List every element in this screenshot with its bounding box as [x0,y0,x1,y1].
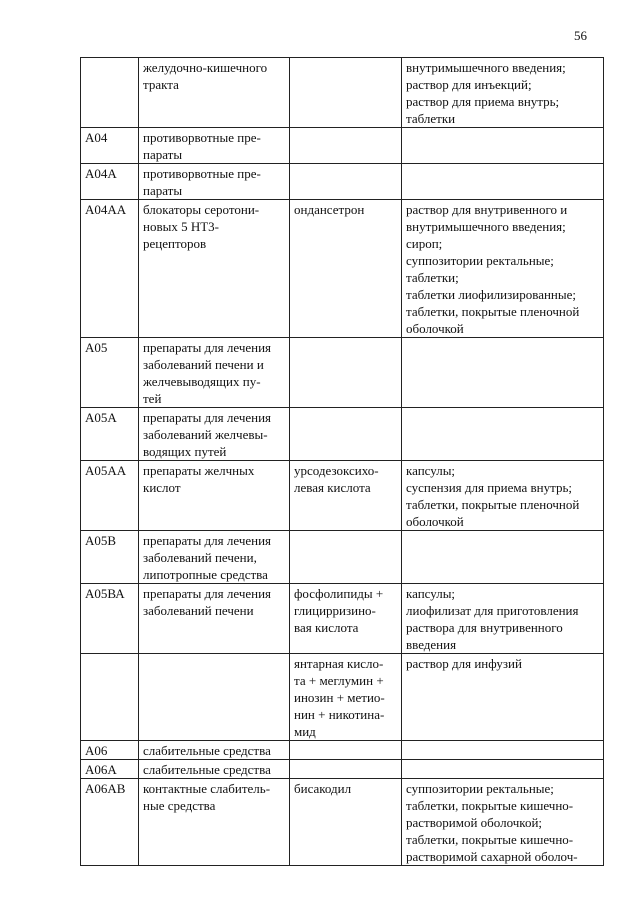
drug-name-cell [290,338,402,408]
dosage-form-cell [402,760,604,779]
dosage-form-cell: капсулы; лиофилизат для приготовления раствора для внутривенного введения [402,584,604,654]
pharmacological-group-cell: препараты для лечения заболеваний печени [139,584,290,654]
table-row [81,760,604,779]
table-body [81,58,604,866]
table-row [81,779,604,866]
atc-code-cell: А04АА [81,200,139,338]
drug-name-cell: ондансетрон [290,200,402,338]
page-number: 56 [574,28,587,43]
table-row [81,200,604,338]
atc-code-cell: А05АА [81,461,139,531]
drug-name-cell: бисакодил [290,779,402,866]
pharmacological-group-cell: слабительные средства [139,760,290,779]
table-row [81,408,604,461]
table-row [81,741,604,760]
pharmacological-group-cell: блокаторы серотони- новых 5 НТ3- рецепторов [139,200,290,338]
dosage-form-cell [402,741,604,760]
dosage-form-cell [402,408,604,461]
pharmacological-group-cell: желудочно-кишечного тракта [139,58,290,128]
pharmacological-group-cell: препараты для лечения заболеваний желчевы- водящих путей [139,408,290,461]
pharmacological-group-cell: препараты для лечения заболеваний печени, липотропные средства [139,531,290,584]
dosage-form-cell [402,164,604,200]
table-row [81,531,604,584]
atc-code-cell [81,654,139,741]
atc-code-cell: А06 [81,741,139,760]
drug-name-cell: фосфолипиды + глицирризино- вая кислота [290,584,402,654]
atc-code-cell: А06АВ [81,779,139,866]
drug-name-cell [290,408,402,461]
atc-code-cell: А06А [81,760,139,779]
table-row [81,654,604,741]
table-row [81,338,604,408]
dosage-form-cell: раствор для внутривенного и внутримышечного введения; сироп; суппозитории ректальные; таблетки; таблетки лиофилизированные; таблетки, покрытые пленочной оболочкой [402,200,604,338]
table-row [81,58,604,128]
drug-name-cell [290,164,402,200]
dosage-form-cell: суппозитории ректальные; таблетки, покрытые кишечно- растворимой оболочкой; таблетки, покрытые кишечно- растворимой сахарной оболоч- [402,779,604,866]
atc-code-cell: А05В [81,531,139,584]
atc-code-cell [81,58,139,128]
drug-name-cell [290,760,402,779]
pharmacological-group-cell [139,654,290,741]
table-row [81,128,604,164]
drug-name-cell [290,128,402,164]
atc-code-cell: А05 [81,338,139,408]
drug-name-cell [290,58,402,128]
dosage-form-cell: внутримышечного введения; раствор для инъекций; раствор для приема внутрь; таблетки [402,58,604,128]
pharmacological-group-cell: препараты для лечения заболеваний печени и желчевыводящих пу- тей [139,338,290,408]
drug-name-cell [290,531,402,584]
dosage-form-cell: раствор для инфузий [402,654,604,741]
pharmacological-group-cell: противорвотные пре- параты [139,164,290,200]
table-row [81,164,604,200]
dosage-form-cell [402,338,604,408]
drug-name-cell: урсодезоксихо- левая кислота [290,461,402,531]
drug-name-cell [290,741,402,760]
atc-code-cell: А05ВА [81,584,139,654]
pharmacological-group-cell: препараты желчных кислот [139,461,290,531]
pharmacological-group-cell: слабительные средства [139,741,290,760]
pharmacological-group-cell: контактные слабитель- ные средства [139,779,290,866]
drug-name-cell: янтарная кисло- та + меглумин + инозин + метио- нин + никотина- мид [290,654,402,741]
dosage-form-cell [402,531,604,584]
atc-code-cell: А04 [81,128,139,164]
atc-code-cell: А05А [81,408,139,461]
drug-classification-table [80,57,604,866]
dosage-form-cell [402,128,604,164]
table-row [81,584,604,654]
pharmacological-group-cell: противорвотные пре- параты [139,128,290,164]
atc-code-cell: А04А [81,164,139,200]
dosage-form-cell: капсулы; суспензия для приема внутрь; таблетки, покрытые пленочной оболочкой [402,461,604,531]
table-row [81,461,604,531]
